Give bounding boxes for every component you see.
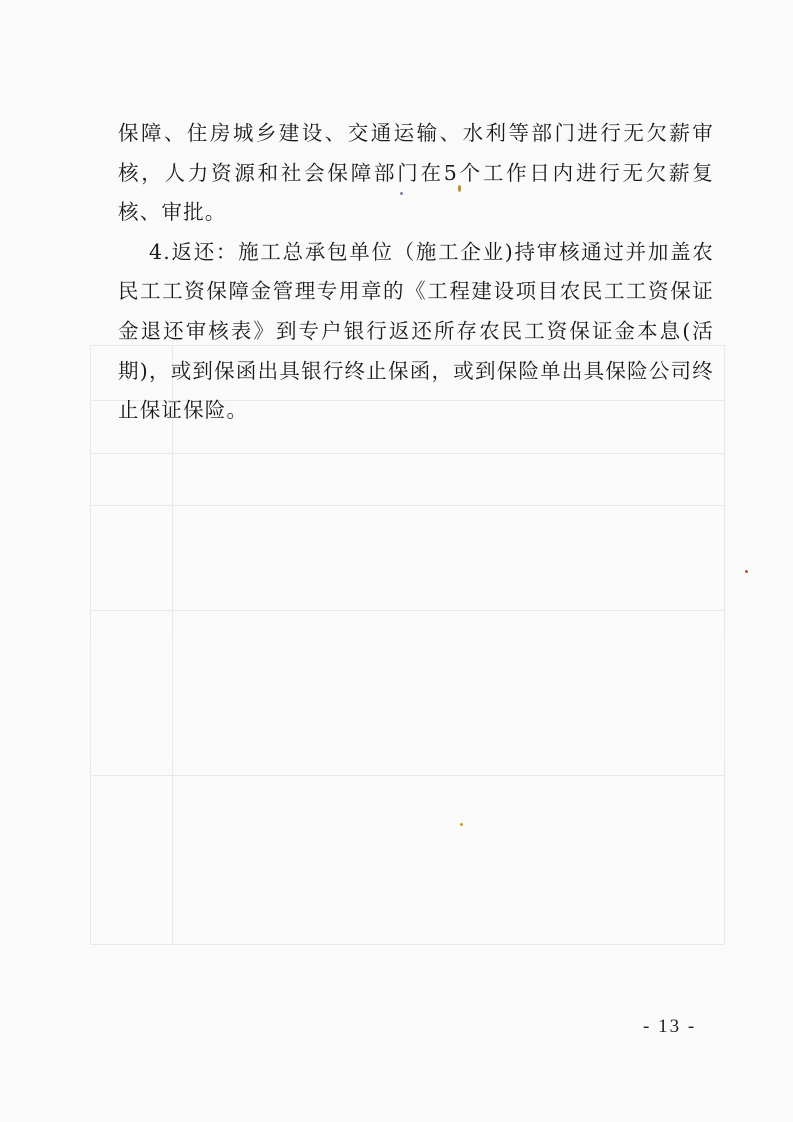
paragraph-refund-step: 4.返还：施工总承包单位（施工企业)持审核通过并加盖农民工工资保障金管理专用章的《工程建设项目农民工工资保证金退还审核表》到专户银行返还所存农民工资保证金本息(活期)，或到保函出具银行终止保函，或到保险单出具保险公司终止保证保险。 [118, 239, 714, 423]
reverse-side-bleed-through [90, 345, 725, 945]
paper-speck [745, 570, 748, 573]
page-number: - 13 - [643, 1016, 697, 1037]
paragraph-review-approval: 保障、住房城乡建设、交通运输、水利等部门进行无欠薪审核，人力资源和社会保障部门在5个工作日内进行无欠薪复核、审批。 [118, 121, 714, 225]
paper-speck [460, 823, 463, 826]
body-text [118, 114, 714, 431]
